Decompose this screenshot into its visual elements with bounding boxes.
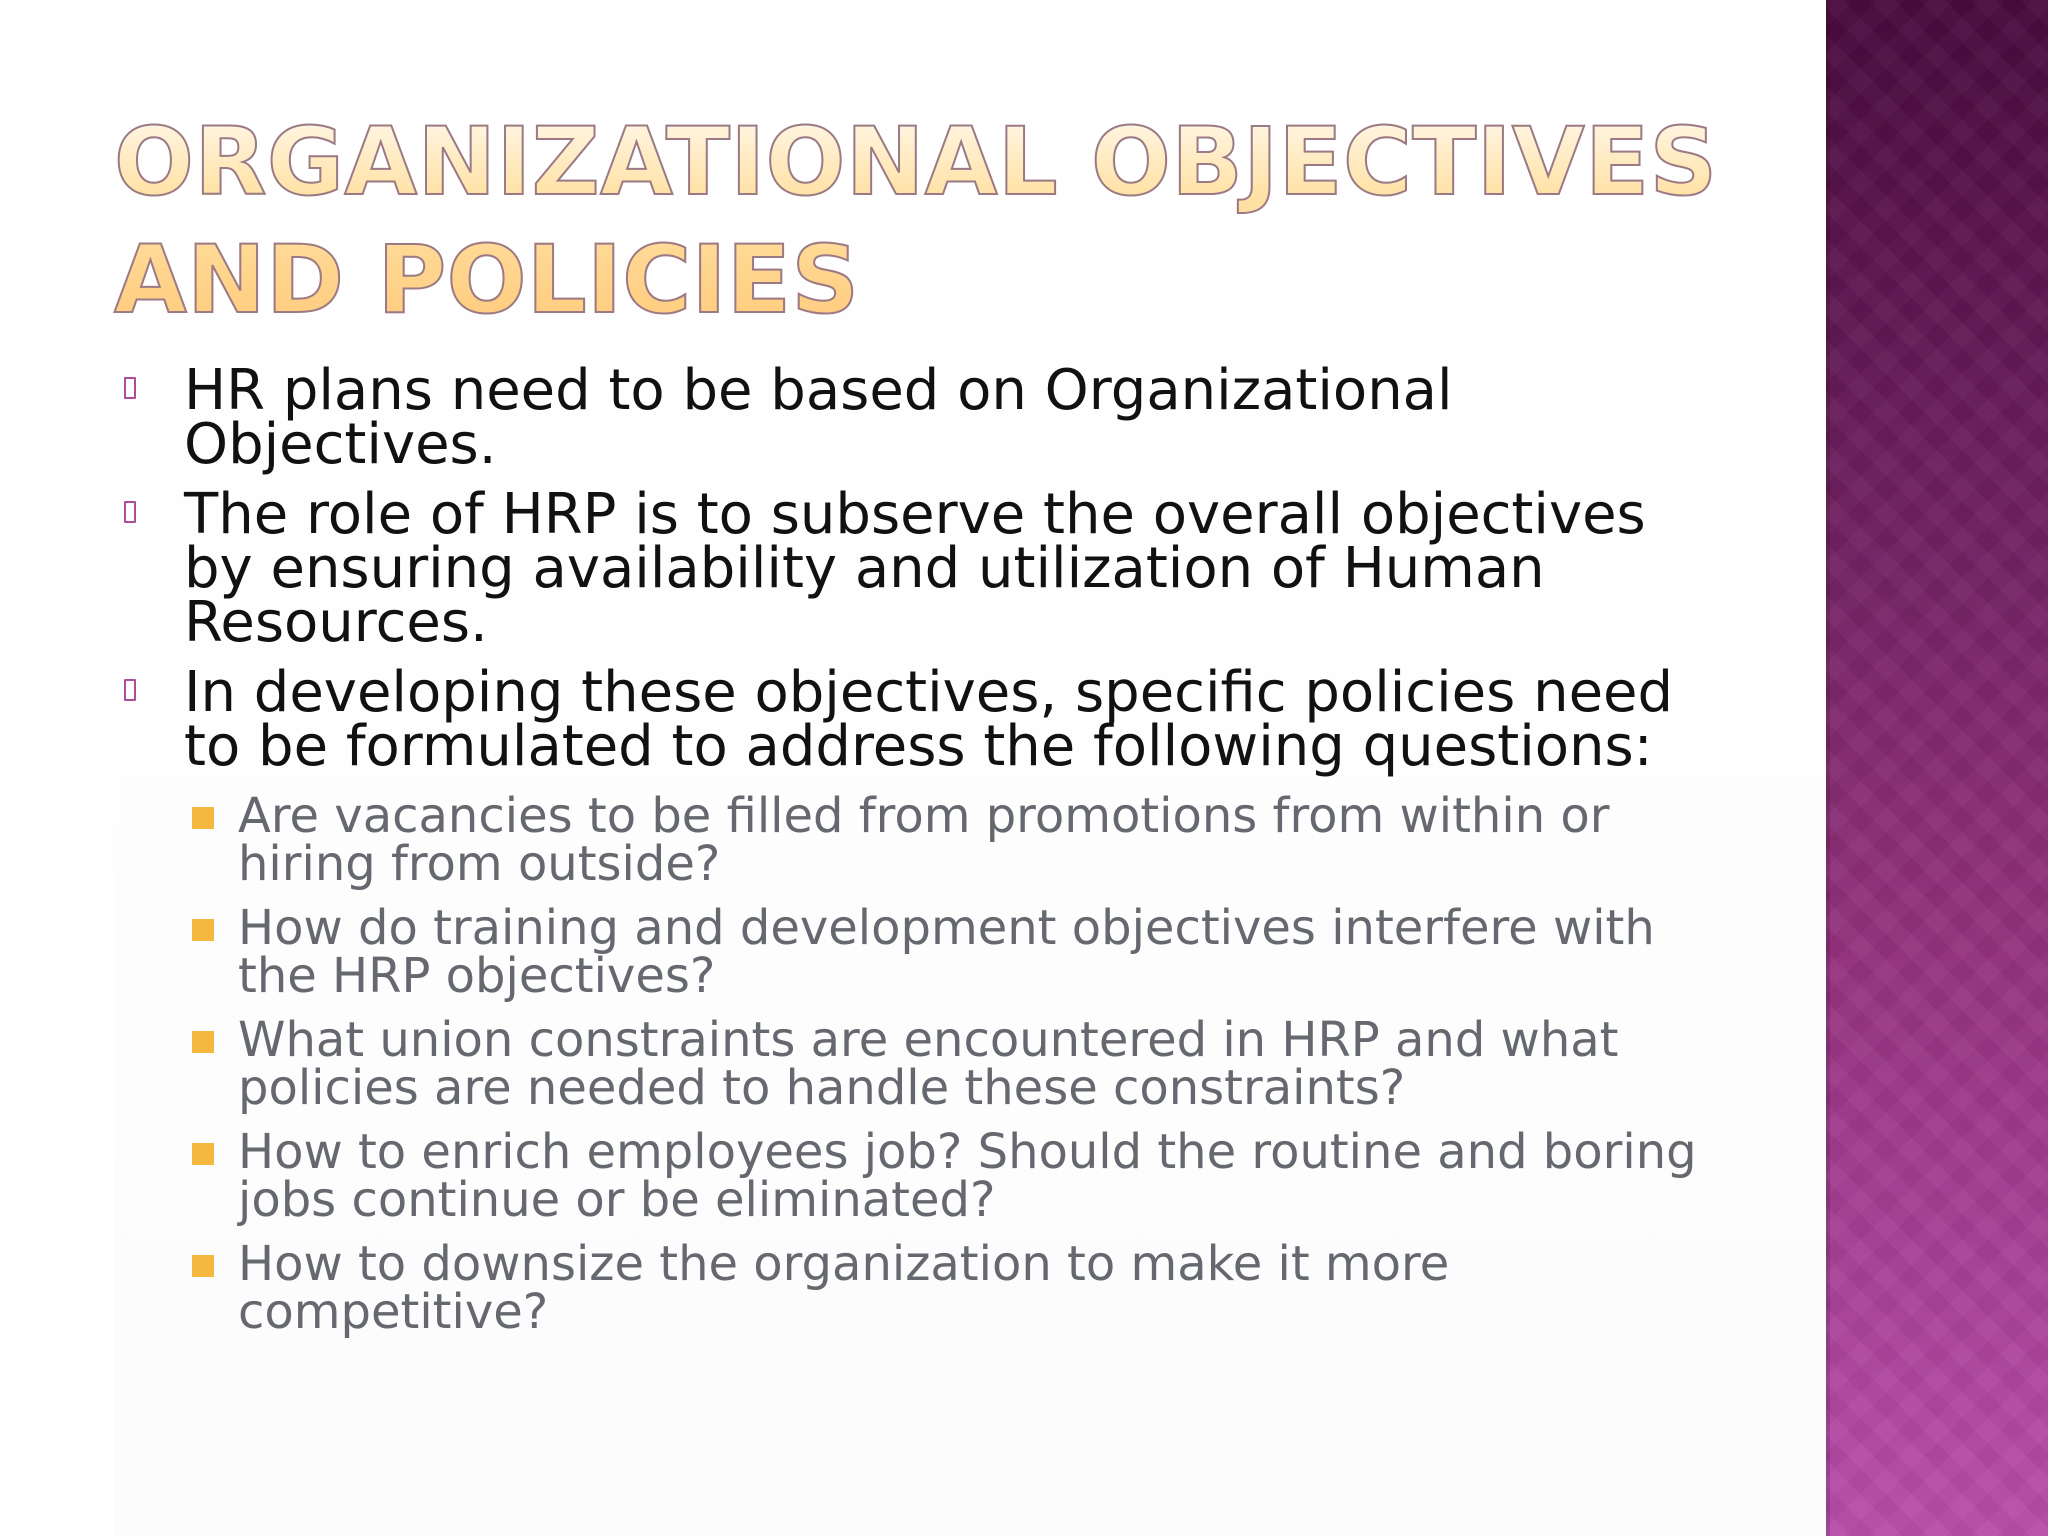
sub-bullet-item-3	[184, 1012, 1714, 1116]
slide-title: ORGANIZATIONAL OBJECTIVES AND POLICIES	[114, 104, 1754, 340]
decorative-side-band	[1826, 0, 2048, 1536]
main-bullet-marker-icon	[124, 501, 136, 523]
sub-bullet-text-3: What union constraints are encountered in HRP and what policies are needed to handle these constraints?	[238, 1012, 1619, 1116]
sub-bullet-item-1	[184, 788, 1714, 892]
sub-bullet-square-icon	[192, 919, 214, 941]
main-bullet-list	[124, 358, 1714, 1352]
sub-bullet-square-icon	[192, 1143, 214, 1165]
main-bullet-marker-icon	[124, 377, 136, 399]
bullet-text-3: In developing these objectives, specific policies need to be formulated to address the following questions:	[184, 660, 1674, 779]
bullet-item-1	[124, 358, 1714, 477]
sub-bullet-item-4	[184, 1124, 1714, 1228]
main-bullet-marker-icon	[124, 679, 136, 701]
bullet-item-2	[124, 482, 1714, 655]
sub-bullet-square-icon	[192, 1031, 214, 1053]
bullet-text-2: The role of HRP is to subserve the overall objectives by ensuring availability and utilization of Human Resources.	[184, 482, 1646, 655]
sub-bullet-square-icon	[192, 807, 214, 829]
bullet-text-1: HR plans need to be based on Organizational Objectives.	[184, 358, 1453, 477]
sub-bullet-text-2: How do training and development objectives interfere with the HRP objectives?	[238, 900, 1655, 1004]
bullet-item-3	[124, 660, 1714, 1340]
sub-bullet-item-5	[184, 1236, 1714, 1340]
sub-bullet-list	[184, 788, 1714, 1340]
sub-bullet-square-icon	[192, 1255, 214, 1277]
sub-bullet-text-5: How to downsize the organization to make it more competitive?	[238, 1236, 1450, 1340]
sub-bullet-item-2	[184, 900, 1714, 1004]
sub-bullet-text-1: Are vacancies to be filled from promotions from within or hiring from outside?	[238, 788, 1610, 892]
sub-bullet-text-4: How to enrich employees job? Should the routine and boring jobs continue or be eliminated?	[238, 1124, 1697, 1228]
